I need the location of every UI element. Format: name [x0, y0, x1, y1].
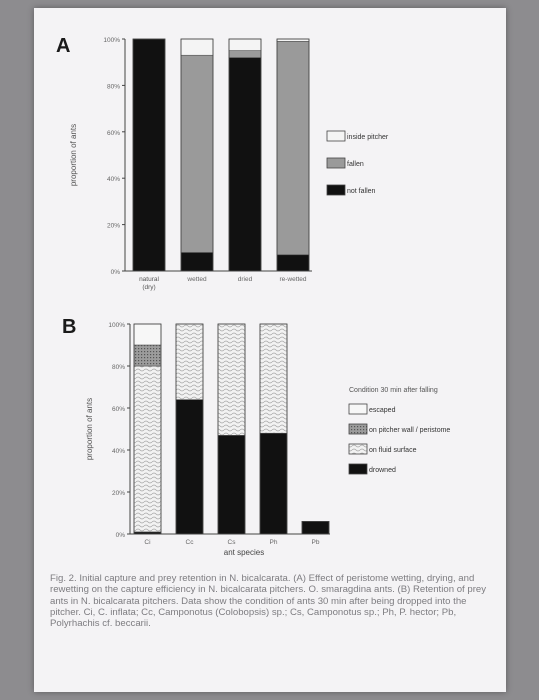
panel-b-y-tick-label: 100%: [108, 322, 125, 329]
figure-caption: [50, 573, 496, 629]
panel-b-x-tick-label: Pb: [311, 539, 320, 546]
panel-b-legend-swatch: [349, 464, 367, 474]
panel-a-x-tick-label-sub: (dry): [142, 284, 156, 291]
panel-a-bar-segment: [181, 55, 213, 252]
panel-b-bar-segment: [218, 324, 245, 435]
panel-b-bar-segment: [260, 433, 287, 534]
panel-a-y-tick-label: 100%: [103, 37, 120, 44]
panel-b-legend-label: escaped: [369, 407, 396, 414]
panel-a-chart: [56, 35, 389, 291]
panel-b-legend-swatch: [349, 404, 367, 414]
panel-b-x-tick-label: Cs: [227, 539, 236, 546]
panel-b-legend-label: drowned: [369, 467, 396, 474]
panel-b-y-tick-label: 40%: [111, 448, 125, 455]
panel-a-x-tick-label: natural: [139, 276, 159, 283]
panel-a-legend-swatch: [327, 158, 345, 168]
panel-a-bar-segment: [181, 39, 213, 55]
panel-b-bar-segment: [176, 400, 203, 534]
panel-a-y-tick-label: 80%: [106, 83, 120, 91]
panel-a-y-tick-label: 20%: [106, 222, 120, 230]
panel-a-bar-segment: [181, 252, 213, 271]
panel-b-legend-swatch: [349, 444, 367, 454]
panel-b-y-tick-label: 0%: [115, 532, 125, 539]
panel-a-legend-label: not fallen: [347, 188, 376, 195]
panel-b-bar-segment: [134, 324, 161, 345]
panel-b-bar-segment: [134, 345, 161, 366]
panel-b-y-tick-label: 60%: [111, 406, 125, 413]
panel-a-bar-segment: [133, 39, 165, 271]
panel-a-bar-segment: [229, 39, 261, 51]
panel-a-y-tick-label: 60%: [106, 129, 120, 137]
panel-b-bar-segment: [134, 366, 161, 532]
panel-a-legend-label: fallen: [347, 161, 364, 168]
panel-a-y-tick-label: 40%: [106, 176, 120, 184]
panel-a-legend-label: inside pitcher: [347, 134, 389, 141]
panel-b-bar-segment: [302, 521, 329, 534]
panel-b-bar-segment: [218, 435, 245, 534]
panel-b-y-tick-label: 20%: [111, 490, 125, 497]
panel-b-bar-segment: [176, 324, 203, 400]
panel-a-y-axis-label: proportion of ants: [69, 123, 78, 187]
panel-a-legend-swatch: [327, 131, 345, 141]
panel-a-legend-swatch: [327, 185, 345, 195]
panel-a-bar-segment: [229, 58, 261, 271]
panel-b-y-axis-label: proportion of ants: [85, 397, 94, 461]
panel-b-bar-segment: [260, 324, 287, 433]
caption-label: Fig. 2.: [50, 573, 77, 584]
panel-b-legend-title: Condition 30 min after falling: [349, 387, 438, 394]
caption-text: Initial capture and prey retention in N. bicalcarata. (A) Effect of peristome wetting, drying, and rewetting on the capture efficiency in N. bicalcarata pitchers. O. smaragdina ants. (B) Retention of prey ants in N. bicalcarata pitchers. Data show the condition of ants 30 min after being dropped into the pitcher. Ci, C. inflata; Cc, Camponotus (Colobopsis) sp.; Cs, Camponotus sp.; Ph, P. hector; Pb, Polyrhachis cf. beccarii.: [50, 573, 487, 630]
panel-b-x-tick-label: Ph: [269, 539, 278, 546]
panel-a-bar-segment: [229, 51, 261, 58]
panel-b-legend-label: on pitcher wall / peristome: [369, 427, 451, 434]
panel-a-x-tick-label: dried: [237, 276, 253, 283]
panel-b-x-tick-label: Cc: [185, 539, 194, 546]
panel-b-legend-label: on fluid surface: [369, 447, 417, 454]
panel-a-x-tick-label: re-wetted: [279, 276, 307, 283]
panel-b-y-tick-label: 80%: [111, 364, 125, 371]
panel-a-bar-segment: [277, 255, 309, 271]
panel-b-chart: [62, 316, 450, 557]
panel-b-x-tick-label: Ci: [144, 539, 151, 546]
panel-a-bar-segment: [277, 41, 309, 254]
panel-b-panel-label: B: [62, 316, 77, 338]
panel-a-panel-label: A: [56, 35, 71, 57]
panel-b-legend-swatch: [349, 424, 367, 434]
panel-a-x-tick-label: wetted: [187, 276, 207, 283]
panel-a-y-tick-label: 0%: [110, 269, 120, 276]
panel-b-x-axis-label: ant species: [223, 548, 265, 557]
